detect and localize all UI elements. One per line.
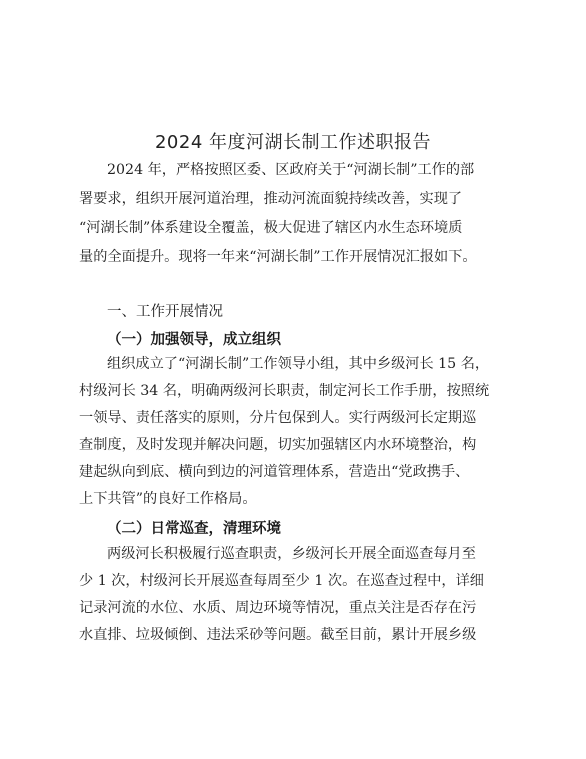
sub1-line-3: 一领导、责任落实的原则，分片包保到人。实行两级河长定期巡: [79, 410, 477, 426]
sub2-line-2: 少 1 次，村级河长开展巡查每周至少 1 次。在巡查过程中，详细: [79, 573, 484, 589]
sub2-line-4: 水直排、垃圾倾倒、违法采砂等问题。截至目前，累计开展乡级: [79, 627, 477, 643]
subsection-heading-2: （二）日常巡查，清理环境: [107, 520, 281, 537]
sub2-line-3: 记录河流的水位、水质、周边环境等情况，重点关注是否存在污: [79, 600, 477, 616]
sub2-line-1: 两级河长积极履行巡查职责，乡级河长开展全面巡查每月至: [107, 546, 476, 562]
sub1-line-1: 组织成立了“河湖长制”工作领导小组，其中乡级河长 15 名，: [107, 356, 490, 372]
section-heading-1: 一、工作开展情况: [107, 304, 223, 320]
intro-line-2: 署要求，组织开展河道治理，推动河流面貌持续改善，实现了: [79, 191, 463, 207]
subsection-heading-1: （一）加强领导，成立组织: [107, 331, 281, 348]
document-title: 2024 年度河湖长制工作述职报告: [154, 132, 432, 153]
sub1-line-5: 建起纵向到底、横向到边的河道管理体系，营造出“党政携手、: [79, 464, 470, 480]
intro-line-3: “河湖长制”体系建设全覆盖，极大促进了辖区内水生态环境质: [79, 220, 463, 236]
intro-line-4: 量的全面提升。现将一年来“河湖长制”工作开展情况汇报如下。: [79, 249, 477, 265]
intro-line-1: 2024 年，严格按照区委、区政府关于“河湖长制”工作的部: [107, 162, 475, 178]
sub1-line-6: 上下共管”的良好工作格局。: [79, 491, 257, 507]
sub1-line-2: 村级河长 34 名，明确两级河长职责，制定河长工作手册，按照统: [79, 383, 490, 399]
sub1-line-4: 查制度，及时发现并解决问题，切实加强辖区内水环境整治，构: [79, 437, 477, 453]
